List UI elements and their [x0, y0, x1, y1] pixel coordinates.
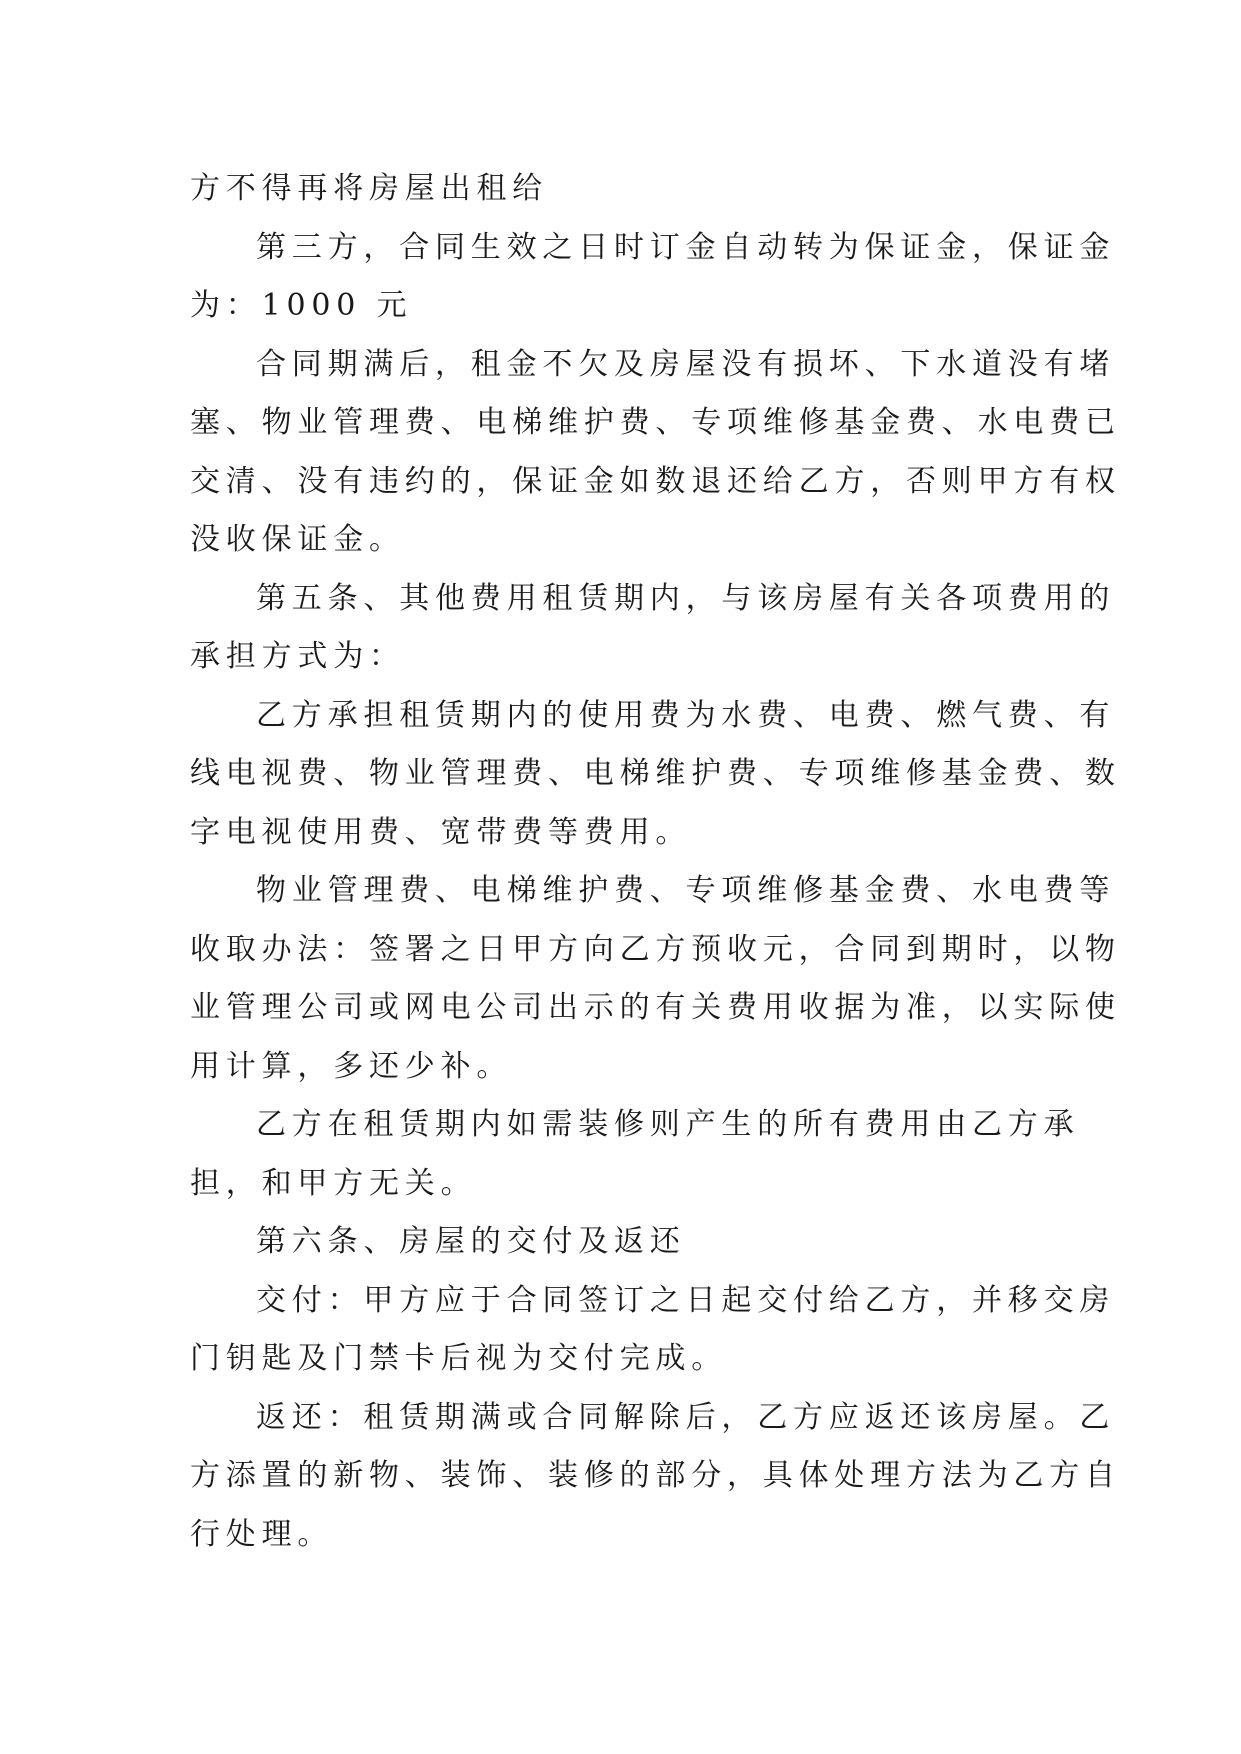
text-line: 字电视使用费、宽带费等费用。 — [190, 814, 692, 850]
text-line: 第五条、其他费用租赁期内，与该房屋有关各项费用的 — [256, 580, 1116, 616]
text-line: 第三方，合同生效之日时订金自动转为保证金，保证金 — [256, 229, 1116, 265]
text-line: 收取办法：签署之日甲方向乙方预收元，合同到期时，以物 — [190, 931, 1121, 967]
text-line: 担，和甲方无关。 — [190, 1165, 477, 1201]
text-line: 塞、物业管理费、电梯维护费、专项维修基金费、水电费已 — [190, 405, 1121, 440]
text-line: 第六条、房屋的交付及返还 — [256, 1224, 686, 1259]
text-line: 交付：甲方应于合同签订之日起交付给乙方，并移交房 — [256, 1282, 1116, 1318]
text-line: 方添置的新物、装饰、装修的部分，具体处理方法为乙方自 — [190, 1458, 1121, 1493]
text-line: 门钥匙及门禁卡后视为交付完成。 — [190, 1341, 727, 1376]
text-line: 为：1000 元 — [190, 288, 413, 323]
text-line: 物业管理费、电梯维护费、专项维修基金费、水电费等 — [256, 873, 1116, 908]
text-line: 线电视费、物业管理费、电梯维护费、专项维修基金费、数 — [190, 756, 1121, 791]
text-line: 乙方承担租赁期内的使用费为水费、电费、燃气费、有 — [256, 697, 1116, 733]
text-line: 用计算，多还少补。 — [190, 1048, 513, 1084]
text-line: 乙方在租赁期内如需装修则产生的所有费用由乙方承 — [256, 1107, 1080, 1142]
text-line: 方不得再将房屋出租给 — [190, 171, 548, 206]
text-line: 没收保证金。 — [190, 522, 405, 557]
text-line: 返还：租赁期满或合同解除后，乙方应返还该房屋。乙 — [256, 1399, 1116, 1435]
text-line: 承担方式为： — [190, 639, 405, 674]
text-line: 合同期满后，租金不欠及房屋没有损坏、下水道没有堵 — [256, 346, 1116, 382]
document-body — [190, 160, 1121, 1564]
text-line: 行处理。 — [190, 1516, 334, 1552]
text-line: 交清、没有违约的，保证金如数退还给乙方，否则甲方有权 — [190, 463, 1121, 499]
text-line: 业管理公司或网电公司出示的有关费用收据为准，以实际使 — [190, 990, 1121, 1025]
